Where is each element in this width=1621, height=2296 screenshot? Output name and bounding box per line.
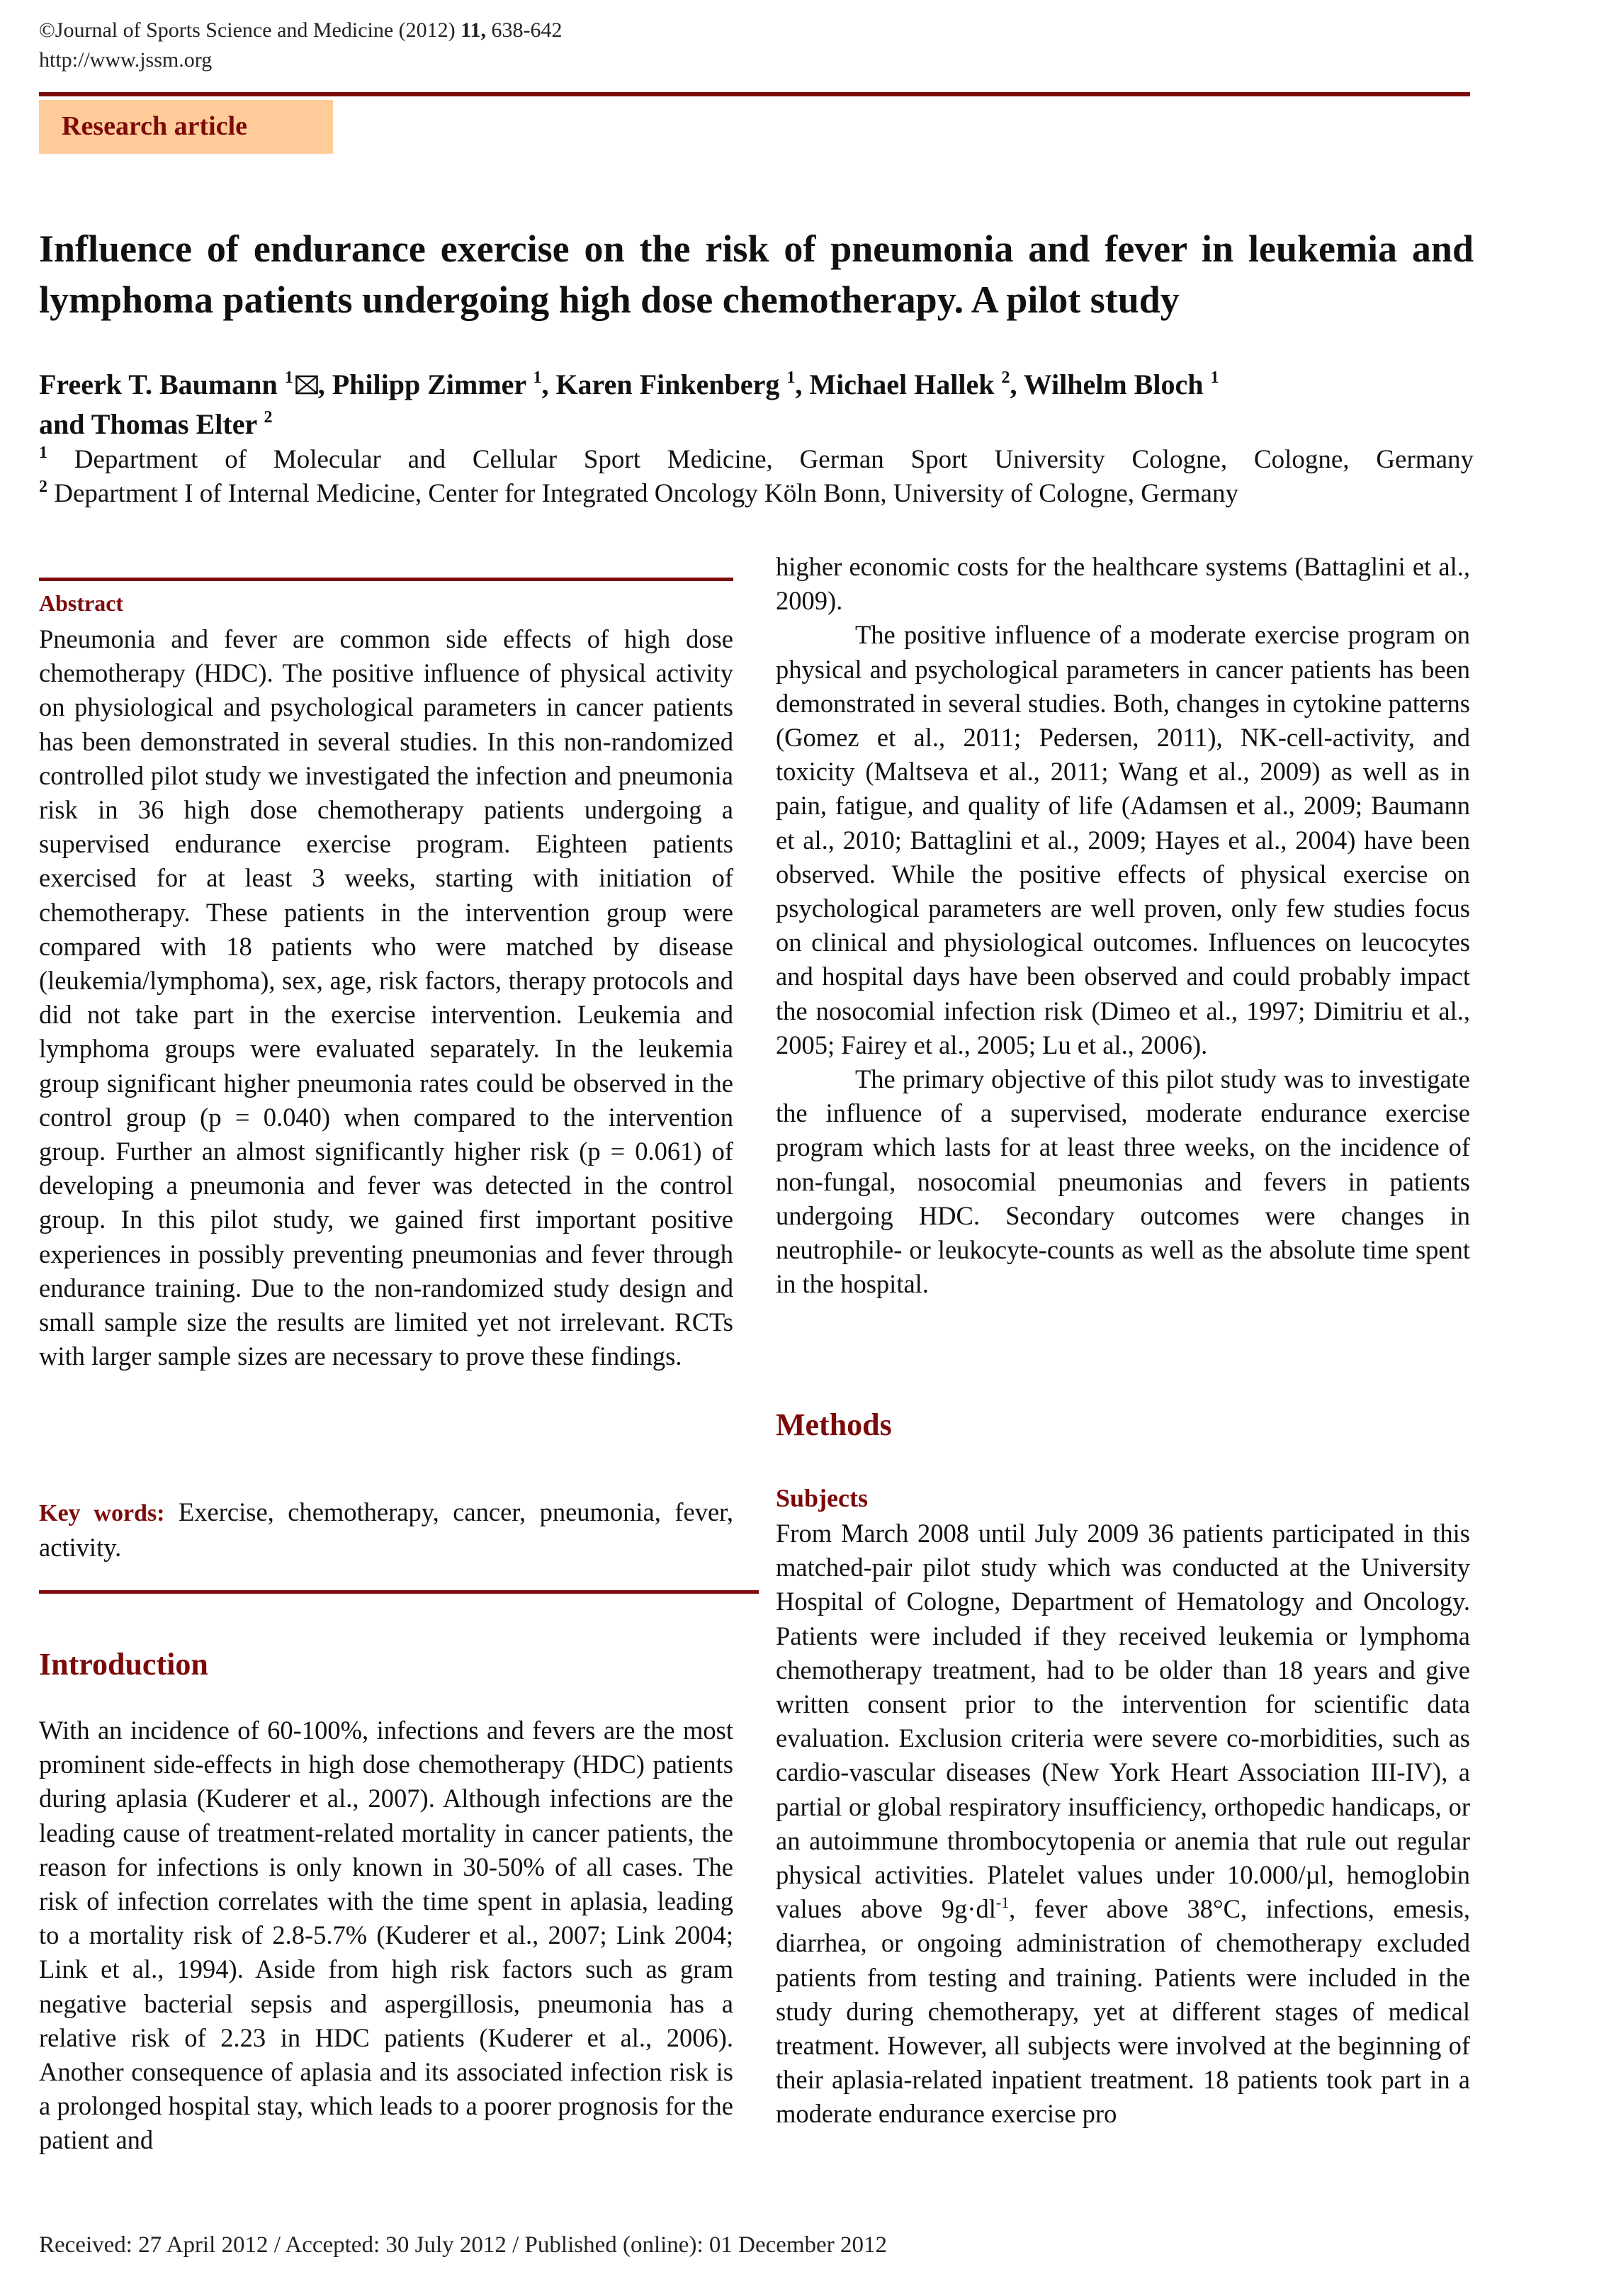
abstract-heading: Abstract [39, 590, 124, 616]
author[interactable]: , Wilhelm Bloch [1010, 368, 1211, 400]
keywords [39, 1495, 733, 1565]
journal-url[interactable]: http://www.jssm.org [39, 48, 213, 72]
introduction-paragraph-3: The primary objective of this pilot study was to investigate the influence of a supervised, moderate endurance exercise program which lasts for at least three weeks, on the incidence of non-fungal, nosocomial pneumonias and fevers in patients undergoing HDC. Secondary outcomes were changes in neutrophile- or leukocyte-counts as well as the absolute time spent in the hospital. [776, 1064, 1470, 1299]
author[interactable]: Freerk T. Baumann [39, 368, 285, 400]
publication-dates: Received: 27 April 2012 / Accepted: 30 July 2012 / Published (online): 01 December 2012 [39, 2232, 887, 2258]
envelope-icon[interactable] [295, 375, 318, 395]
subjects-heading: Subjects [776, 1484, 869, 1512]
author[interactable]: and Thomas Elter [39, 408, 264, 440]
subjects-body [776, 1516, 1470, 2132]
affiliations [39, 443, 1474, 511]
author-list: Freerk T. Baumann $^1$ , Philipp Zimmer $^1$, Karen Finkenberg $^1$, Michael Hallek $^2$, Wilhelm Bloch $^1$ and Thomas Elter $^2$ [39, 368, 1219, 440]
author[interactable]: , Michael Hallek [795, 368, 1002, 400]
abstract-bottom-rule [39, 1590, 759, 1594]
introduction-heading: Introduction [39, 1647, 208, 1682]
introduction-body-continued [776, 550, 1470, 1301]
introduction-body [39, 1713, 733, 2158]
introduction-paragraph-1: With an incidence of 60-100%, infections and fevers are the most prominent side-effects in high dose chemotherapy (HDC) patients during aplasia (Kuderer et al., 2007). Although infections are the leading cause of treatment-related mortality in cancer patients, the reason for infections is only known in 30-50% of all cases. The risk of infection correlates with the time spent in aplasia, leading to a mortality risk of 2.8-5.7% (Kuderer et al., 2007; Link 2004; Link et al., 1994). Aside from high risk factors such as gram negative bacterial sepsis and aspergillosis, pneumonia has a relative risk of 2.23 in HDC patients (Kuderer et al., 2006). Another consequence of aplasia and its associated infection risk is a prolonged hospital stay, which leads to a poorer prognosis for the patient and [39, 1716, 733, 2155]
abstract-top-rule [39, 578, 733, 581]
article-type-badge [39, 100, 333, 154]
methods-heading: Methods [776, 1407, 892, 1442]
keywords-text: Exercise, chemotherapy, cancer, pneumonia, fever, activity. [39, 1497, 733, 1563]
keywords-label: Key words: [39, 1500, 165, 1526]
volume: 11, [461, 18, 487, 42]
introduction-paragraph-1-cont: higher economic costs for the healthcare systems (Battaglini et al., 2009). [776, 552, 1470, 616]
subjects-paragraph-1: From March 2008 until July 2009 36 patients participated in this matched-pair pilot study which was conducted at the University Hospital of Cologne, Department of Hematology and Oncology. Patients were included if they received leukemia or lymphoma chemotherapy treatment, had to be older than 18 years and give written consent prior to the intervention for scientific data evaluation. Exclusion criteria were severe co-morbidities, such as cardio-vascular diseases (New York Heart Association III-IV), a partial or global respiratory insufficiency, orthopedic handicaps, or an autoimmune thrombocytopenia or anemia that rule out regular physical activities. Platelet values under 10.000/µl, hemoglobin values above $9g\cdot dl^{-1}$, fever above 38°C, infections, emesis, diarrhea, or ongoing administration of chemotherapy excluded patients from testing and training. Patients were included in the study during chemotherapy, yet at different stages of medical treatment. However, all subjects were involved at the beginning of their aplasia-related inpatient treatment. 18 patients took part in a moderate endurance exercise pro [776, 1519, 1470, 2129]
affiliation-2: $^2$ Department I of Internal Medicine, Center for Integrated Oncology Köln Bonn, University of Cologne, Germany [39, 478, 1238, 508]
author[interactable]: , Philipp Zimmer [317, 368, 533, 400]
introduction-paragraph-2: The positive influence of a moderate exercise program on physical and psychological parameters in cancer patients has been demonstrated in several studies. Both, changes in cytokine patterns (Gomez et al., 2011; Pedersen, 2011), NK-cell-activity, and toxicity (Maltseva et al., 2011; Wang et al., 2009) as well as in pain, fatigue, and quality of life (Adamsen et al., 2009; Baumann et al., 2010; Battaglini et al., 2009; Hayes et al., 2004) have been observed. While the positive effects of physical exercise on psychological parameters are well proven, only few studies focus on clinical and physiological outcomes. Influences on leucocytes and hospital days have been observed and could probably impact the nosocomial infection risk (Dimeo et al., 1997; Dimitriu et al., 2005; Fairey et al., 2005; Lu et al., 2006). [776, 620, 1470, 1059]
abstract-body [39, 622, 733, 1373]
affiliation-1: $^1$ Department of Molecular and Cellular Sport Medicine, German Sport University Cologne, Cologne, Germany [39, 444, 1474, 474]
header-rule [39, 92, 1470, 96]
article-type-label: Research article [62, 111, 248, 141]
article-title: Influence of endurance exercise on the risk of pneumonia and fever in leukemia and lymphoma patients undergoing high dose chemotherapy. A pilot study [39, 227, 1474, 321]
journal-header [39, 16, 563, 75]
author[interactable]: , Karen Finkenberg [541, 368, 787, 400]
abstract-text: Pneumonia and fever are common side effects of high dose chemotherapy (HDC). The positive influence of physical activity on physiological and psychological parameters in cancer patients has been demonstrated in several studies. In this non-randomized controlled pilot study we investigated the infection and pneumonia risk in 36 high dose chemotherapy patients undergoing a supervised endurance exercise program. Eighteen patients exercised for at least 3 weeks, starting with initiation of chemotherapy. These patients in the intervention group were compared with 18 patients who were matched by disease (leukemia/lymphoma), sex, age, risk factors, therapy protocols and did not take part in the exercise intervention. Leukemia and lymphoma groups were evaluated separately. In the leukemia group significant higher pneumonia rates could be observed in the control group (p = 0.040) when compared to the intervention group. Further an almost significantly higher risk (p = 0.061) of developing a pneumonia and fever was detected in the control group. In this pilot study, we gained first important positive experiences in possibly preventing pneumonias and fever through endurance training. Due to the non-randomized study design and small sample size the results are limited yet not irrelevant. RCTs with larger sample sizes are necessary to prove these findings. [39, 624, 733, 1371]
journal-citation: ©Journal of Sports Science and Medicine (2012) 11, 638-642 [39, 18, 563, 42]
